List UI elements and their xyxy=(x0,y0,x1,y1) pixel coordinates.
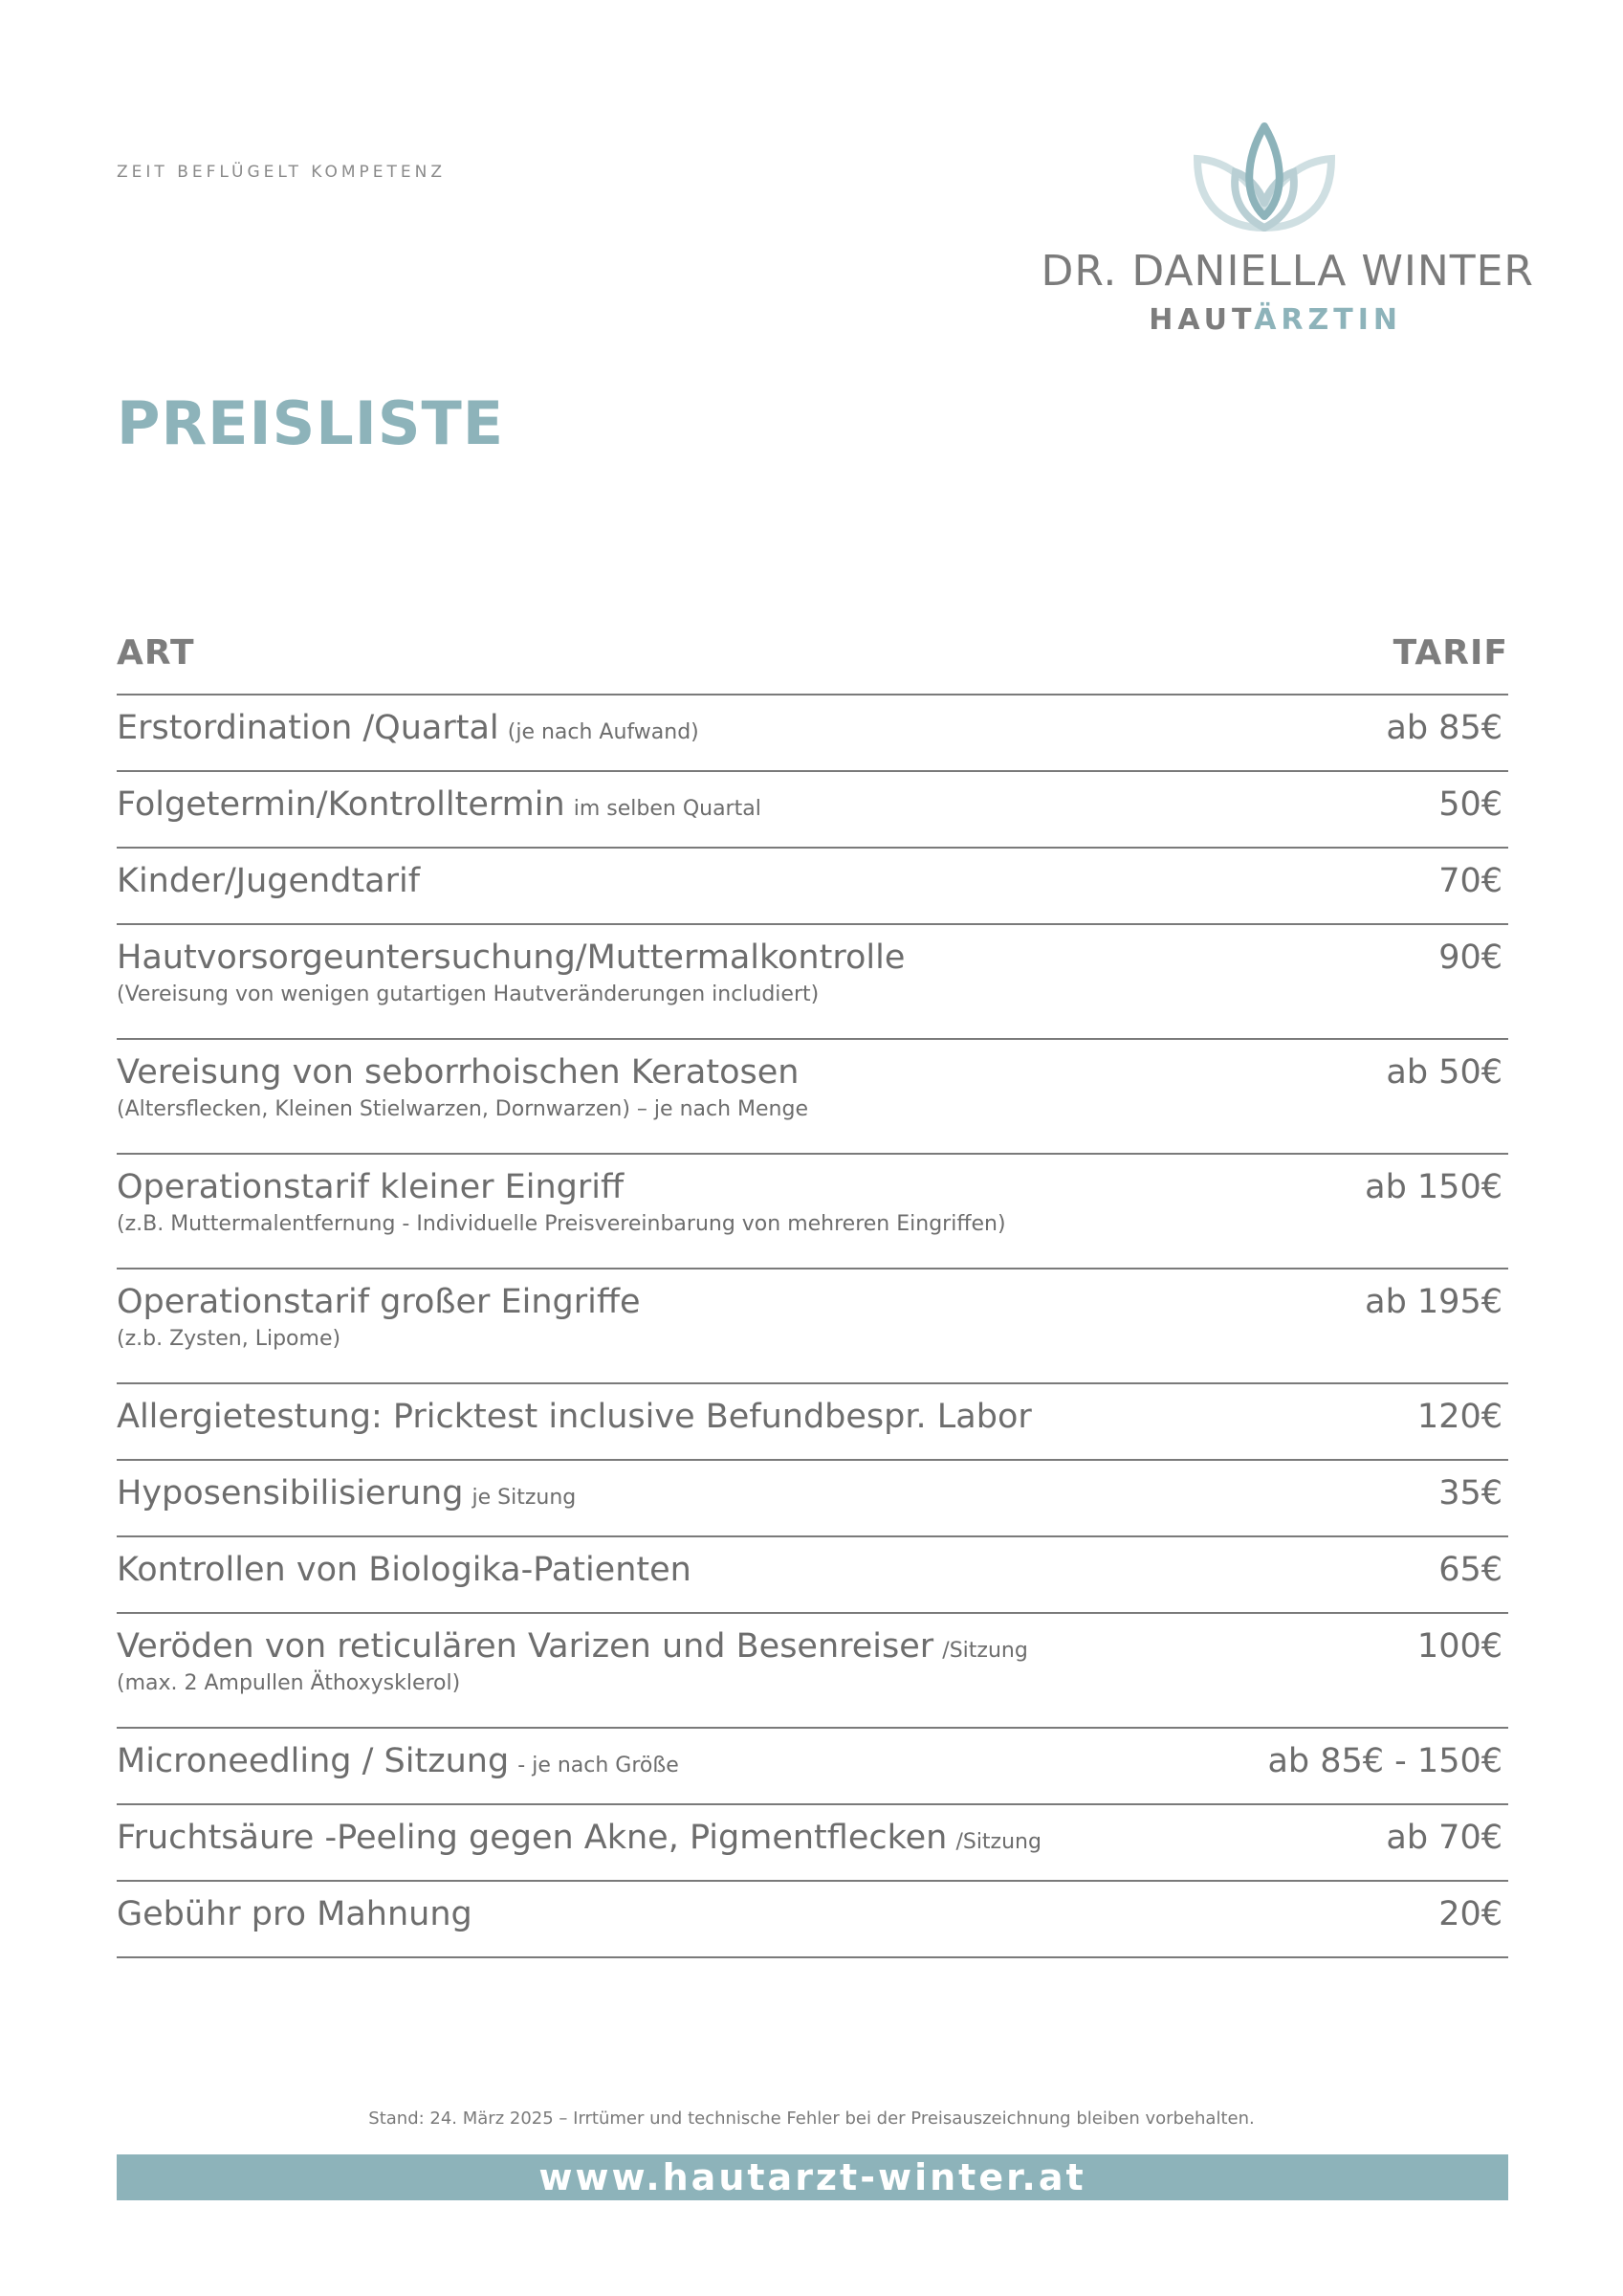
row-description xyxy=(117,1819,1042,1857)
item-name: Veröden von reticulären Varizen und Besenreiser xyxy=(117,1627,934,1666)
item-name: Kontrollen von Biologika-Patienten xyxy=(117,1551,691,1589)
item-name: Hautvorsorgeuntersuchung/Muttermalkontrolle xyxy=(117,938,906,977)
item-name: Folgetermin/Kontrolltermin xyxy=(117,785,565,824)
item-price: 120€ xyxy=(1416,1398,1502,1436)
table-row xyxy=(117,1384,1508,1461)
item-detail: (z.B. Muttermalentfernung - Individuelle Preisvereinbarung von mehreren Eingriffen) xyxy=(117,1212,1006,1236)
table-row xyxy=(117,925,1508,1040)
logo-subtitle xyxy=(1149,303,1402,337)
table-header xyxy=(117,627,1508,695)
row-description xyxy=(117,938,905,1006)
item-price: 70€ xyxy=(1438,862,1502,900)
table-row xyxy=(117,1537,1508,1614)
row-title-line xyxy=(117,785,761,824)
item-name: Vereisung von seborrhoischen Keratosen xyxy=(117,1053,800,1092)
table-row xyxy=(117,1882,1508,1958)
item-price: ab 85€ - 150€ xyxy=(1267,1742,1502,1780)
row-title-line xyxy=(117,1053,808,1092)
item-price: 35€ xyxy=(1438,1474,1502,1512)
item-price: ab 70€ xyxy=(1386,1819,1502,1857)
item-name: Erstordination /Quartal xyxy=(117,709,499,747)
row-title-line xyxy=(117,1895,472,1933)
footer-note: Stand: 24. März 2025 – Irrtümer und technische Fehler bei der Preisauszeichnung bleiben vorbehalten. xyxy=(368,2108,1255,2129)
row-description xyxy=(117,785,761,824)
row-title-line xyxy=(117,1283,641,1321)
lotus-icon xyxy=(1188,121,1341,235)
table-row xyxy=(117,1040,1508,1155)
row-title-line xyxy=(117,709,699,747)
table-row xyxy=(117,1461,1508,1537)
item-name: Hyposensibilisierung xyxy=(117,1474,464,1512)
logo xyxy=(1037,121,1534,341)
table-row xyxy=(117,849,1508,925)
item-detail: (Altersflecken, Kleinen Stielwarzen, Dornwarzen) – je nach Menge xyxy=(117,1097,808,1121)
row-description xyxy=(117,1627,1028,1695)
item-name: Fruchtsäure -Peeling gegen Akne, Pigmentflecken xyxy=(117,1819,948,1857)
row-title-line xyxy=(117,1819,1042,1857)
item-price: 100€ xyxy=(1416,1627,1502,1666)
price-table xyxy=(117,627,1508,1958)
row-title-line xyxy=(117,938,905,977)
footer-bar xyxy=(117,2154,1508,2200)
item-name: Gebühr pro Mahnung xyxy=(117,1895,472,1933)
item-name: Operationstarif kleiner Eingriff xyxy=(117,1168,625,1206)
item-price: ab 50€ xyxy=(1386,1053,1502,1092)
item-price: 50€ xyxy=(1438,785,1502,824)
item-note: im selben Quartal xyxy=(573,797,761,821)
item-note: - je nach Größe xyxy=(517,1754,679,1777)
row-description xyxy=(117,1742,679,1780)
price-rows xyxy=(117,695,1508,1958)
table-row xyxy=(117,695,1508,772)
row-title-line xyxy=(117,1398,1032,1436)
item-name: Kinder/Jugendtarif xyxy=(117,862,421,900)
row-description xyxy=(117,1551,691,1589)
tagline: ZEIT BEFLÜGELT KOMPETENZ xyxy=(117,163,447,182)
table-row xyxy=(117,1729,1508,1805)
logo-subtitle-part2: ÄRZTIN xyxy=(1254,303,1402,337)
item-price: ab 85€ xyxy=(1386,709,1502,747)
logo-name: DR. DANIELLA WINTER xyxy=(1041,247,1534,296)
item-name: Allergietestung: Pricktest inclusive Befundbespr. Labor xyxy=(117,1398,1032,1436)
item-name: Microneedling / Sitzung xyxy=(117,1742,510,1780)
row-description xyxy=(117,1168,1006,1236)
item-note: /Sitzung xyxy=(955,1830,1042,1854)
item-price: ab 195€ xyxy=(1365,1283,1502,1321)
row-title-line xyxy=(117,1627,1028,1666)
website-link[interactable]: www.hautarzt-winter.at xyxy=(538,2156,1086,2198)
table-row xyxy=(117,772,1508,849)
item-price: ab 150€ xyxy=(1365,1168,1502,1206)
row-description xyxy=(117,709,699,747)
row-title-line xyxy=(117,1551,691,1589)
row-title-line xyxy=(117,1474,576,1512)
row-title-line xyxy=(117,862,420,900)
logo-subtitle-part1: HAUT xyxy=(1149,303,1255,337)
row-description xyxy=(117,1283,641,1351)
row-title-line xyxy=(117,1168,1006,1206)
item-detail: (max. 2 Ampullen Äthoxysklerol) xyxy=(117,1671,461,1695)
item-detail: (z.b. Zysten, Lipome) xyxy=(117,1327,341,1351)
item-price: 90€ xyxy=(1438,938,1502,977)
table-row xyxy=(117,1155,1508,1269)
item-note: (je nach Aufwand) xyxy=(507,720,699,744)
item-price: 65€ xyxy=(1438,1551,1502,1589)
item-price: 20€ xyxy=(1438,1895,1502,1933)
table-row xyxy=(117,1614,1508,1729)
table-row xyxy=(117,1805,1508,1882)
item-note: /Sitzung xyxy=(942,1639,1028,1663)
page-title: PREISLISTE xyxy=(117,388,505,458)
item-name: Operationstarif großer Eingriffe xyxy=(117,1283,641,1321)
row-description xyxy=(117,1474,576,1512)
column-header-tarif: TARIF xyxy=(1393,633,1508,673)
table-row xyxy=(117,1269,1508,1384)
row-description xyxy=(117,1895,472,1933)
row-description xyxy=(117,1398,1032,1436)
row-title-line xyxy=(117,1742,679,1780)
item-detail: (Vereisung von wenigen gutartigen Hautveränderungen includiert) xyxy=(117,982,820,1006)
item-note: je Sitzung xyxy=(472,1486,577,1510)
row-description xyxy=(117,862,420,900)
column-header-art: ART xyxy=(117,633,195,673)
row-description xyxy=(117,1053,808,1121)
